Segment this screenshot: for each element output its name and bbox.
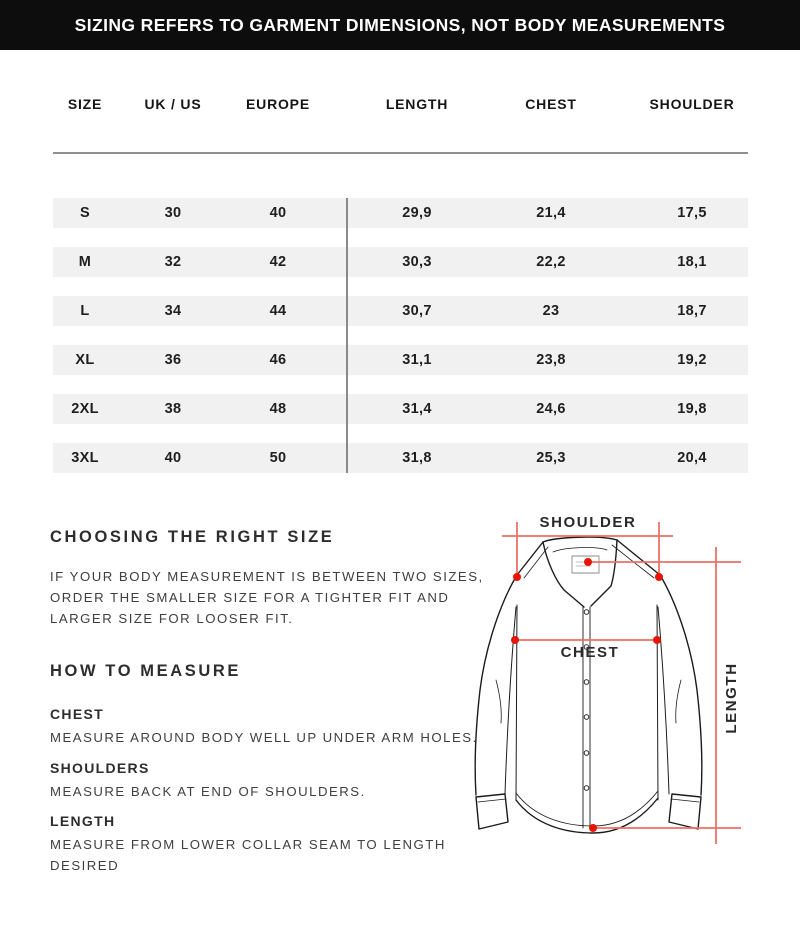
diagram-shoulder-label: SHOULDER <box>539 514 637 531</box>
table-cell: 18,7 <box>677 303 707 319</box>
table-cell: 32 <box>164 254 182 270</box>
table-cell: 44 <box>269 303 287 319</box>
table-row <box>53 345 748 375</box>
header-divider-line <box>53 152 748 154</box>
measurement-guides <box>502 522 741 844</box>
sizing-disclaimer-banner <box>0 0 800 50</box>
table-cell: 21,4 <box>536 205 566 221</box>
table-cell: 31,4 <box>402 401 432 417</box>
table-cell: S <box>80 205 90 221</box>
table-row <box>53 296 748 326</box>
diagram-length-label: LENGTH <box>723 662 740 734</box>
table-cell: 30,3 <box>402 254 432 270</box>
column-header-length: LENGTH <box>385 96 449 112</box>
table-cell: 30 <box>164 205 182 221</box>
table-cell: 42 <box>269 254 287 270</box>
measure-length-text: MEASURE FROM LOWER COLLAR SEAM TO LENGTH DESIRED <box>50 837 446 873</box>
how-to-measure-title: HOW TO MEASURE <box>50 662 242 680</box>
table-cell: 23 <box>542 303 560 319</box>
table-cell: 34 <box>164 303 182 319</box>
table-cell: 36 <box>164 352 182 368</box>
table-cell: 25,3 <box>536 450 566 466</box>
table-cell: 46 <box>269 352 287 368</box>
table-cell: 31,1 <box>402 352 432 368</box>
column-header-size: SIZE <box>67 96 103 112</box>
table-cell: 38 <box>164 401 182 417</box>
table-cell: 20,4 <box>677 450 707 466</box>
measure-chest-text: MEASURE AROUND BODY WELL UP UNDER ARM HOLES. <box>50 730 478 745</box>
table-cell: 19,8 <box>677 401 707 417</box>
diagram-chest-label: CHEST <box>560 644 620 661</box>
table-cell: 24,6 <box>536 401 566 417</box>
column-header-uk-us: UK / US <box>144 96 202 112</box>
table-cell: 50 <box>269 450 287 466</box>
shirt-measurement-diagram <box>460 495 800 895</box>
measure-shoulders-text: MEASURE BACK AT END OF SHOULDERS. <box>50 784 366 799</box>
table-cell: 19,2 <box>677 352 707 368</box>
shirt-outline <box>475 537 702 833</box>
column-header-shoulder: SHOULDER <box>649 96 735 112</box>
measure-shoulders-label: SHOULDERS <box>50 760 150 776</box>
table-vertical-divider <box>346 198 348 473</box>
table-cell: XL <box>75 352 95 368</box>
size-table <box>53 90 748 485</box>
table-cell: 18,1 <box>677 254 707 270</box>
shirt-diagram-svg <box>460 495 800 895</box>
measure-length-label: LENGTH <box>50 813 116 829</box>
table-cell: 17,5 <box>677 205 707 221</box>
table-row <box>53 394 748 424</box>
column-header-chest: CHEST <box>525 96 577 112</box>
column-header-europe: EUROPE <box>246 96 310 112</box>
table-cell: 48 <box>269 401 287 417</box>
table-cell: L <box>80 303 90 319</box>
table-cell: 40 <box>269 205 287 221</box>
table-cell: 3XL <box>71 450 99 466</box>
sizing-disclaimer-text: SIZING REFERS TO GARMENT DIMENSIONS, NOT BODY MEASUREMENTS <box>74 14 726 35</box>
table-cell: 29,9 <box>402 205 432 221</box>
table-cell: 40 <box>164 450 182 466</box>
choosing-size-body: IF YOUR BODY MEASUREMENT IS BETWEEN TWO SIZES, ORDER THE SMALLER SIZE FOR A TIGHTER FIT AND LARGER SIZE FOR LOOSER FIT. <box>50 569 484 626</box>
table-cell: 2XL <box>71 401 99 417</box>
choosing-size-title: CHOOSING THE RIGHT SIZE <box>50 528 335 546</box>
table-cell: 31,8 <box>402 450 432 466</box>
table-cell: M <box>78 254 92 270</box>
table-cell: 22,2 <box>536 254 566 270</box>
table-row <box>53 198 748 228</box>
table-row <box>53 247 748 277</box>
table-row <box>53 443 748 473</box>
table-cell: 23,8 <box>536 352 566 368</box>
table-cell: 30,7 <box>402 303 432 319</box>
measure-chest-label: CHEST <box>50 706 104 722</box>
